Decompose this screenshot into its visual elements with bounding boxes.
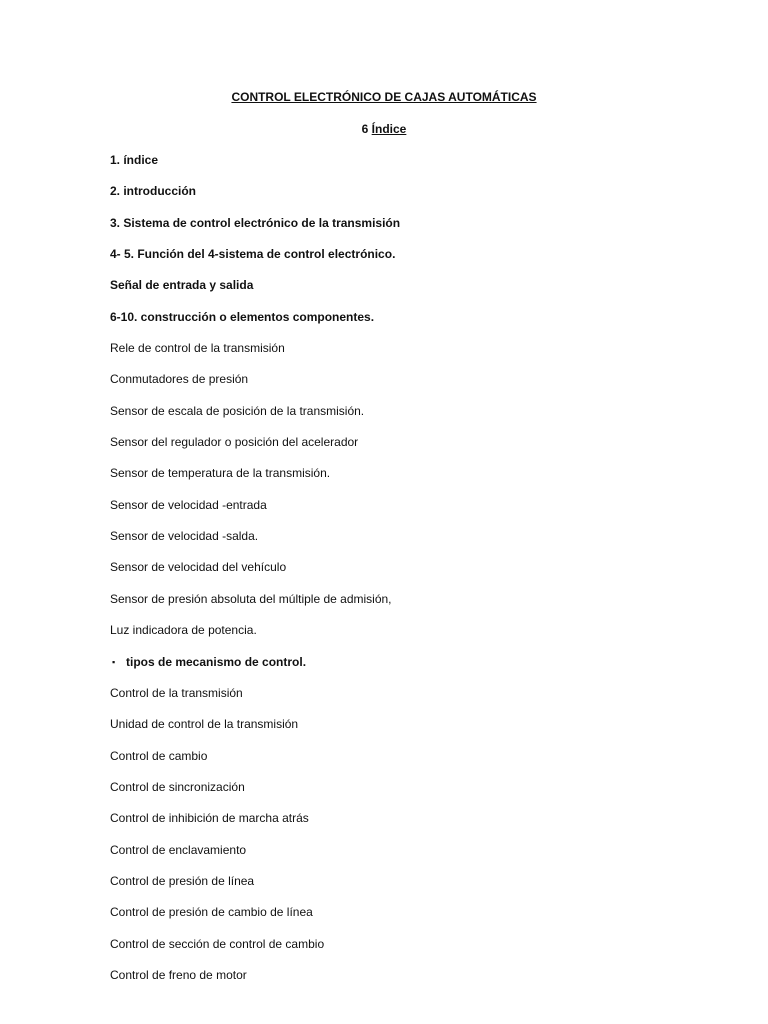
toc-item xyxy=(110,403,710,434)
index-heading-number: 6 xyxy=(361,122,372,136)
toc-item-text: 3. Sistema de control electrónico de la transmisión xyxy=(110,215,401,230)
toc-item-text: Sensor de escala de posición de la transmisión. xyxy=(110,403,365,418)
toc-item xyxy=(110,591,710,622)
toc-item xyxy=(110,371,710,402)
toc-item-text: Conmutadores de presión xyxy=(110,372,249,387)
toc-item-text: Control de enclavamiento xyxy=(110,842,247,857)
toc-item xyxy=(110,340,710,371)
toc-item xyxy=(110,873,710,904)
toc-item-text: Control de la transmisión xyxy=(110,685,243,700)
toc-item-text: Rele de control de la transmisión xyxy=(110,341,285,356)
toc-item xyxy=(110,246,710,277)
toc-item-text: Sensor de velocidad -salda. xyxy=(110,529,259,544)
toc-item-text: tipos de mecanismo de control. xyxy=(126,654,307,669)
table-of-contents xyxy=(110,152,710,998)
toc-item xyxy=(110,465,710,496)
toc-item xyxy=(110,748,710,779)
toc-item-text: Sensor de temperatura de la transmisión. xyxy=(110,466,331,481)
toc-item xyxy=(110,152,710,183)
toc-item-text: Sensor del regulador o posición del acelerador xyxy=(110,435,359,450)
index-heading-label: Índice xyxy=(371,122,407,136)
toc-item-text: Sensor de presión absoluta del múltiple de admisión, xyxy=(110,591,392,606)
toc-item-text: Control de presión de línea xyxy=(110,873,255,888)
toc-item-text: Control de inhibición de marcha atrás xyxy=(110,811,309,826)
toc-item xyxy=(110,779,710,810)
toc-item xyxy=(110,685,710,716)
toc-item xyxy=(110,309,710,340)
toc-item-text: Control de cambio xyxy=(110,748,208,763)
toc-item-text: 4- 5. Función del 4-sistema de control electrónico. xyxy=(110,247,396,262)
toc-item xyxy=(110,434,710,465)
toc-item xyxy=(110,716,710,747)
toc-item-text: Control de freno de motor xyxy=(110,967,247,982)
toc-item xyxy=(110,810,710,841)
toc-item-text: Control de presión de cambio de línea xyxy=(110,905,313,920)
toc-item-text: Sensor de velocidad del vehículo xyxy=(110,560,287,575)
toc-item-text: 1. índice xyxy=(110,153,159,167)
toc-item-text: 2. introducción xyxy=(110,184,197,199)
toc-item xyxy=(110,936,710,967)
toc-item-text: Señal de entrada y salida xyxy=(110,278,254,293)
toc-item xyxy=(110,654,710,685)
toc-item-text: Luz indicadora de potencia. xyxy=(110,623,257,638)
index-heading xyxy=(0,122,768,136)
toc-item xyxy=(110,622,710,653)
toc-item-text: Sensor de velocidad -entrada xyxy=(110,497,267,512)
toc-item xyxy=(110,497,710,528)
bullet-icon: ▪ xyxy=(112,656,116,667)
toc-item xyxy=(110,528,710,559)
toc-item xyxy=(110,559,710,590)
toc-item xyxy=(110,967,710,998)
toc-item xyxy=(110,277,710,308)
toc-item-text: Control de sincronización xyxy=(110,779,245,794)
toc-item-text: 6-10. construcción o elementos componentes. xyxy=(110,309,375,324)
document-title: CONTROL ELECTRÓNICO DE CAJAS AUTOMÁTICAS xyxy=(231,90,537,104)
toc-item xyxy=(110,215,710,246)
toc-item-text: Control de sección de control de cambio xyxy=(110,936,325,951)
toc-item-text: Unidad de control de la transmisión xyxy=(110,717,299,732)
toc-item xyxy=(110,904,710,935)
toc-item xyxy=(110,842,710,873)
toc-item xyxy=(110,183,710,214)
